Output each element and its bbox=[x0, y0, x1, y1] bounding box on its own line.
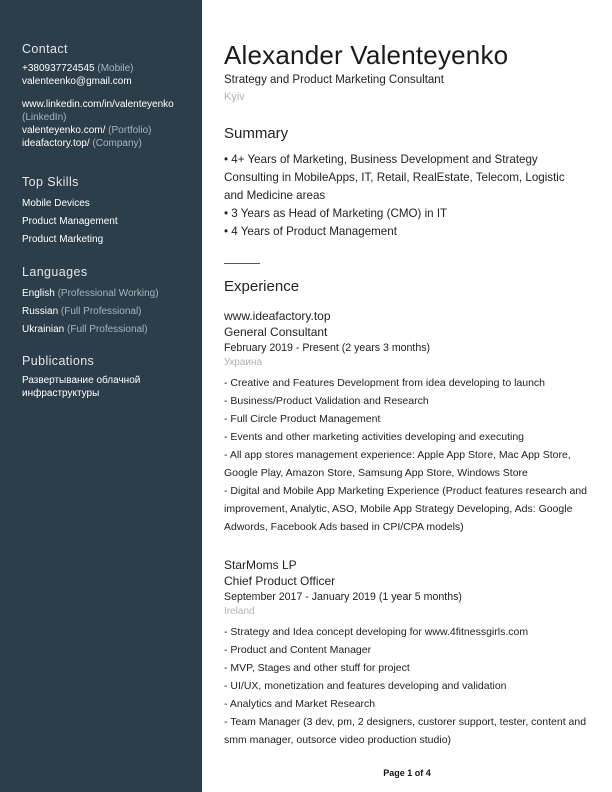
summary-heading: Summary bbox=[224, 125, 289, 142]
job-title: Chief Product Officer bbox=[224, 574, 336, 588]
job-bullet: - Team Manager (3 dev, pm, 2 designers, custorer support, tester, content and smm manager, outsorce video production studio) bbox=[224, 716, 587, 746]
job-entry bbox=[224, 557, 596, 749]
publications-section bbox=[22, 354, 152, 400]
job-bullet: - Analytics and Market Research bbox=[224, 698, 376, 710]
candidate-name: Alexander Valenteyenko bbox=[224, 40, 509, 70]
language-item bbox=[22, 303, 200, 321]
portfolio-link[interactable]: valenteyenko.com/ bbox=[22, 125, 106, 136]
job-bullet: - Business/Product Validation and Research bbox=[224, 395, 429, 407]
language-level: (Full Professional) bbox=[67, 324, 148, 335]
location: Kyiv bbox=[224, 91, 245, 103]
headline: Strategy and Product Marketing Consultant bbox=[224, 74, 444, 86]
job-dates: September 2017 - January 2019 (1 year 5 months) bbox=[224, 591, 462, 603]
job-bullet: - Full Circle Product Management bbox=[224, 413, 381, 425]
language-name: English bbox=[22, 288, 55, 299]
job-bullet: - UI/UX, monetization and features developing and validation bbox=[224, 680, 507, 692]
link-label: (Portfolio) bbox=[108, 125, 152, 136]
experience-heading: Experience bbox=[224, 278, 300, 295]
company-name: StarMoms LP bbox=[224, 558, 297, 572]
job-entry bbox=[224, 308, 596, 536]
language-item bbox=[22, 285, 200, 303]
job-title: General Consultant bbox=[224, 325, 328, 339]
summary-list bbox=[224, 151, 584, 241]
job-location: Ireland bbox=[224, 606, 255, 617]
summary-item: • 3 Years as Head of Marketing (CMO) in IT bbox=[224, 207, 448, 220]
linkedin-link[interactable]: www.linkedin.com/in/valenteyenko bbox=[22, 99, 174, 110]
job-bullet: - All app stores management experience: Apple App Store, Mac App Store, Google Play, Amazon Store, Samsung App Store, Windows Store bbox=[224, 449, 571, 479]
publications-heading: Publications bbox=[22, 354, 95, 368]
email-link[interactable]: valenteenko@gmail.com bbox=[22, 76, 132, 87]
skill-item: Mobile Devices bbox=[22, 198, 90, 209]
languages-heading: Languages bbox=[22, 265, 88, 279]
skills-heading: Top Skills bbox=[22, 175, 79, 189]
page-number: Page 1 of 4 bbox=[383, 768, 431, 778]
phone: +380937724545 bbox=[22, 63, 95, 74]
contact-heading: Contact bbox=[22, 42, 68, 56]
link-label: (LinkedIn) bbox=[22, 112, 67, 123]
skill-item: Product Marketing bbox=[22, 234, 104, 245]
job-bullet: - Digital and Mobile App Marketing Experience (Product features research and improvement, Analytic, ASO, Mobile App Strategy Developing, Ads: Google Adwords, Facebook Ads based in CPI/CPA models) bbox=[224, 485, 588, 533]
language-name: Ukrainian bbox=[22, 324, 65, 335]
language-level: (Professional Working) bbox=[57, 288, 159, 299]
company-link[interactable]: ideafactory.top/ bbox=[22, 138, 90, 149]
language-name: Russian bbox=[22, 306, 59, 317]
contact-section bbox=[22, 42, 200, 150]
language-level: (Full Professional) bbox=[60, 306, 142, 317]
job-bullet: - Strategy and Idea concept developing for www.4fitnessgirls.com bbox=[224, 626, 529, 638]
skills-section bbox=[22, 175, 200, 249]
link-label: (Company) bbox=[92, 138, 142, 149]
job-location: Украина bbox=[224, 357, 263, 368]
language-item bbox=[22, 321, 200, 339]
job-bullet: - Creative and Features Development from idea developing to launch bbox=[224, 377, 546, 389]
divider bbox=[224, 263, 260, 264]
phone-label: (Mobile) bbox=[97, 63, 134, 74]
job-dates: February 2019 - Present (2 years 3 months) bbox=[224, 342, 431, 354]
publication-link[interactable]: Развертывание облачной инфраструктуры bbox=[22, 375, 141, 399]
sidebar bbox=[0, 0, 202, 792]
job-bullet: - Product and Content Manager bbox=[224, 644, 372, 656]
languages-section bbox=[22, 265, 200, 339]
job-bullet: - MVP, Stages and other stuff for project bbox=[224, 662, 410, 674]
summary-item: • 4 Years of Product Management bbox=[224, 225, 397, 238]
summary-item: • 4+ Years of Marketing, Business Development and Strategy Consulting in MobileApps, IT, Retail, RealEstate, Telecom, Logistic and Medicine areas bbox=[224, 153, 565, 202]
skill-item: Product Management bbox=[22, 216, 118, 227]
company-name: www.ideafactory.top bbox=[224, 309, 331, 323]
job-bullet: - Events and other marketing activities developing and executing bbox=[224, 431, 525, 443]
